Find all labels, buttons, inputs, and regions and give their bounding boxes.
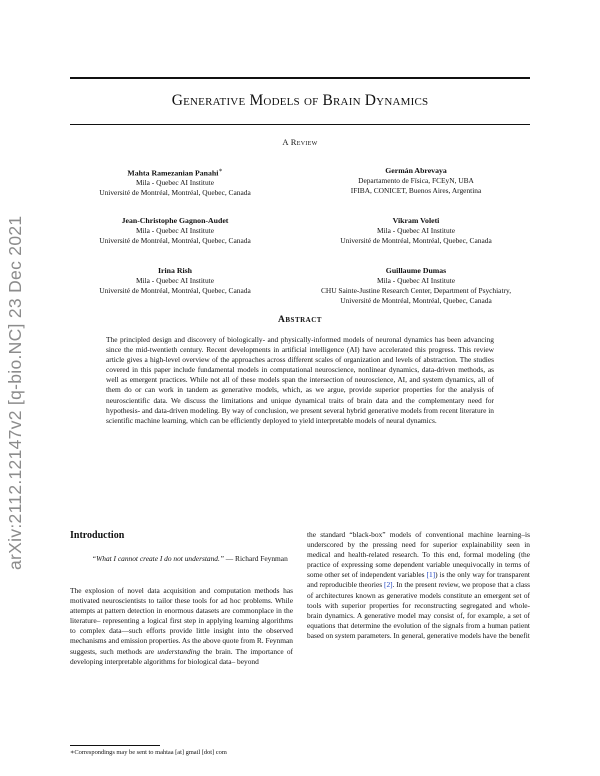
paper-title: Generative Models of Brain Dynamics (171, 92, 429, 109)
author-mark: ∗ (218, 168, 223, 174)
left-column-paragraph (70, 586, 293, 667)
author-affiliation: Mila - Quebec AI Institute (377, 276, 455, 285)
paragraph-text: ) is the only way for transparent and reproducible theories (307, 570, 530, 590)
author-block (296, 166, 536, 196)
author-affiliation: Departamento de Física, FCEyN, UBA (358, 176, 474, 185)
author-block (55, 166, 295, 198)
emphasis-text: understanding (157, 646, 201, 656)
paragraph-text: . In the present review, we propose that a class of architectures known as generative models constitute an emergent set of tools with superior properties for reconstructing segregated and whole-brain dynamics. A generative model may consist of, for example, a set of equations that determine the evolution of the signals from a human patient based on system parameters. In general, generative models have the benefit (307, 580, 530, 640)
author-name: Germán Abrevaya (385, 166, 447, 175)
author-block (296, 216, 536, 246)
author-affiliation: IFIBA, CONICET, Buenos Aires, Argentina (350, 186, 482, 195)
author-name: Irina Rish (157, 266, 192, 275)
author-affiliation: Mila - Quebec AI Institute (136, 276, 214, 285)
paragraph-text: the standard “black-box” models of conventional machine learning–is underscored by the pressing need for superior explainability seen in medical and health-related research. To this end, formal modeling (the practice of expressing some dependent variable unequivocally in terms of some other set of independent variables (307, 530, 530, 580)
citation-link[interactable]: [2] (384, 580, 393, 590)
author-block (296, 266, 536, 306)
author-affiliation: Mila - Quebec AI Institute (136, 178, 214, 188)
author-block (55, 266, 295, 296)
arxiv-identifier[interactable]: arXiv:2112.12147v2 [q-bio.NC] 23 Dec 2021 (5, 215, 25, 570)
author-affiliation: Université de Montréal, Montréal, Quebec, Canada (99, 188, 251, 198)
title-top-rule (70, 77, 530, 79)
title-bottom-rule (70, 124, 530, 125)
author-block (55, 216, 295, 246)
epigraph-text: “What I cannot create I do not understand.” (92, 554, 224, 563)
abstract-text: The principled design and discovery of biologically- and physically-informed models of neuronal dynamics has been advancing since the mid-twentieth century. Recent developments in artificial intelligence (AI) have accelerated this progress. This review article gives a high-level overview of the approaches across different scales of organization and levels of abstraction. The studies covered in this paper include fundamental models in computational neuroscience, nonlinear dynamics, data-driven methods, as well as emergent practices. While not all of these models span the intersection of neuroscience, AI, and system dynamics, all of them do or can work in tandem as generative models, which, as we argue, provide superior properties for the analysis of neuroscientific data. We discuss the limitations and unique dynamical traits of brain data and the complementary need for hypothesis- and data-driven modeling. By way of conclusion, we present several hybrid generative models from recent literature in scientific machine learning, which can be efficiently deployed to yield interpretable models of neural dynamics. (106, 335, 494, 425)
author-name: Guillaume Dumas (385, 266, 447, 275)
footnote-rule (70, 745, 160, 746)
author-name: Mahta Ramezanian Panahi (127, 168, 219, 178)
paragraph-text: The explosion of novel data acquisition and computation methods has motivated neuroscientists to tailor these tools for ad hoc problems. While attempts at pattern detection in enormous datasets are commonplace in the literature– representing a logical first step in applying learning algorithms to complex data—such efforts provide little insight into the observed mechanisms and emission properties. As the above quote from R. Feynman suggests, such methods are (70, 586, 293, 656)
author-affiliation: CHU Sainte-Justine Research Center, Department of Psychiatry, (320, 286, 512, 295)
abstract-heading: Abstract (278, 315, 322, 325)
author-name: Jean-Christophe Gagnon-Audet (121, 216, 229, 225)
citation-link[interactable]: [1] (426, 570, 436, 580)
epigraph-author: — Richard Feynman (223, 554, 288, 563)
author-affiliation: Université de Montréal, Montréal, Quebec, Canada (99, 286, 251, 295)
author-affiliation: Université de Montréal, Montréal, Quebec, Canada (340, 236, 492, 245)
paper-subtitle: A Review (282, 137, 318, 147)
author-affiliation: Université de Montréal, Montréal, Quebec, Canada (99, 236, 251, 245)
right-column-paragraph (307, 530, 530, 641)
author-name: Vikram Voleti (392, 216, 440, 225)
epigraph (92, 554, 292, 564)
author-affiliation: Mila - Quebec AI Institute (377, 226, 455, 235)
section-heading: Introduction (70, 530, 125, 541)
author-affiliation: Université de Montréal, Montréal, Quebec, Canada (340, 296, 492, 305)
author-affiliation: Mila - Quebec AI Institute (136, 226, 214, 235)
footnote: ∗Correspondings may be sent to mahtaa [at] gmail [dot] com (70, 749, 227, 756)
paragraph-text: the brain. The importance of developing interpretable algorithms for biological data– beyond (70, 646, 293, 666)
